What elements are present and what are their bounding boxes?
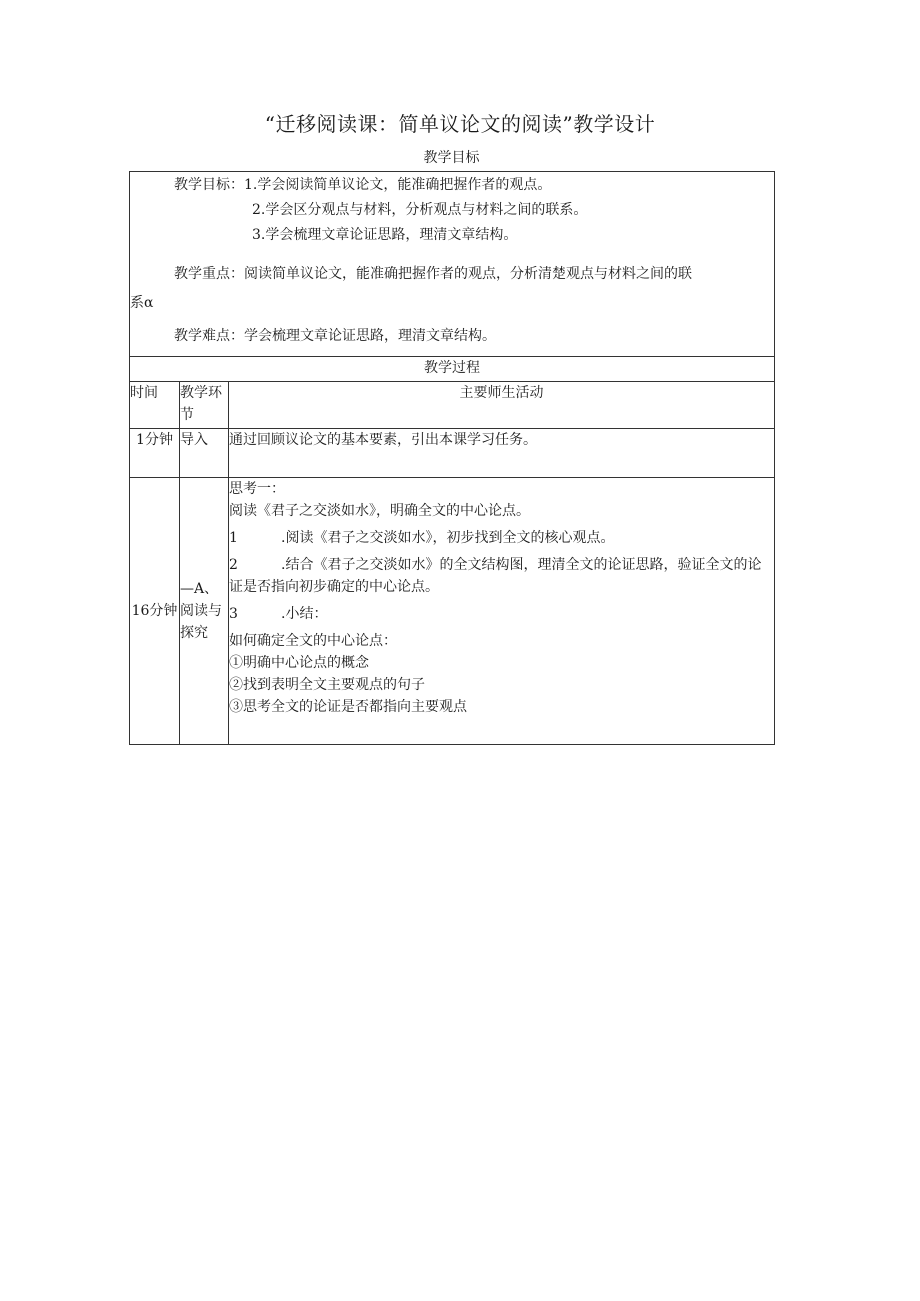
table-row — [130, 429, 775, 478]
goal-2: 2.学会区分观点与材料，分析观点与材料之间的联系。 — [252, 202, 588, 218]
summary-point-2: ②找到表明全文主要观点的句子 — [229, 677, 425, 693]
step-2 — [229, 554, 774, 598]
step-text: .小结： — [281, 606, 328, 622]
row-activity: 通过回顾议论文的基本要素，引出本课学习任务。 — [229, 429, 775, 478]
column-header-time: 时间 — [130, 382, 180, 429]
lesson-plan-table — [129, 171, 775, 745]
row-time: 1分钟 — [130, 429, 180, 478]
goal-1: 教学目标：1.学会阅读简单议论文，能准确把握作者的观点。 — [174, 177, 552, 193]
teaching-focus: 教学重点：阅读简单议论文，能准确把握作者的观点，分析清楚观点与材料之间的联 — [174, 266, 692, 282]
column-header-step: 教学环节 — [180, 382, 229, 429]
teaching-focus-continued: 系α — [130, 295, 154, 311]
teaching-difficulty: 教学难点：学会梳理文章论证思路，理清文章结构。 — [174, 328, 496, 344]
task-line: 阅读《君子之交淡如水》，明确全文的中心论点。 — [229, 503, 530, 519]
step-number: 1 — [229, 530, 238, 546]
step-text: .阅读《君子之交淡如水》，初步找到全文的核心观点。 — [281, 530, 615, 546]
section-title-goals: 教学目标 — [423, 150, 480, 166]
step-text: .结合《君子之交淡如水》的全文结构图，理清全文的论证思路，验证全文的论证是否指向初步确定的中心论点。 — [229, 557, 762, 595]
step-3 — [229, 603, 774, 625]
goals-row — [130, 172, 775, 357]
step-number: 2 — [229, 557, 238, 573]
row-step: 导入 — [180, 429, 229, 478]
think-label: 思考一： — [229, 481, 285, 497]
column-header-row — [130, 382, 775, 429]
step-1 — [229, 527, 774, 549]
column-header-activities: 主要师生活动 — [229, 382, 775, 429]
row-step: —A、阅读与探究 — [180, 478, 229, 745]
goals-cell — [130, 172, 775, 357]
summary-point-3: ③思考全文的论证是否都指向主要观点 — [229, 699, 467, 715]
goal-3: 3.学会梳理文章论证思路，理清文章结构。 — [252, 227, 518, 243]
row-time: 16分钟 — [130, 478, 180, 745]
document-title: “迁移阅读课：简单议论文的阅读”教学设计 — [264, 112, 656, 136]
summary-question: 如何确定全文的中心论点： — [229, 633, 397, 649]
table-row — [130, 478, 775, 745]
process-heading-row — [130, 357, 775, 382]
summary-point-1: ①明确中心论点的概念 — [229, 655, 369, 671]
step-number: 3 — [229, 606, 238, 622]
row-activity — [229, 478, 775, 745]
process-heading: 教学过程 — [130, 357, 775, 382]
